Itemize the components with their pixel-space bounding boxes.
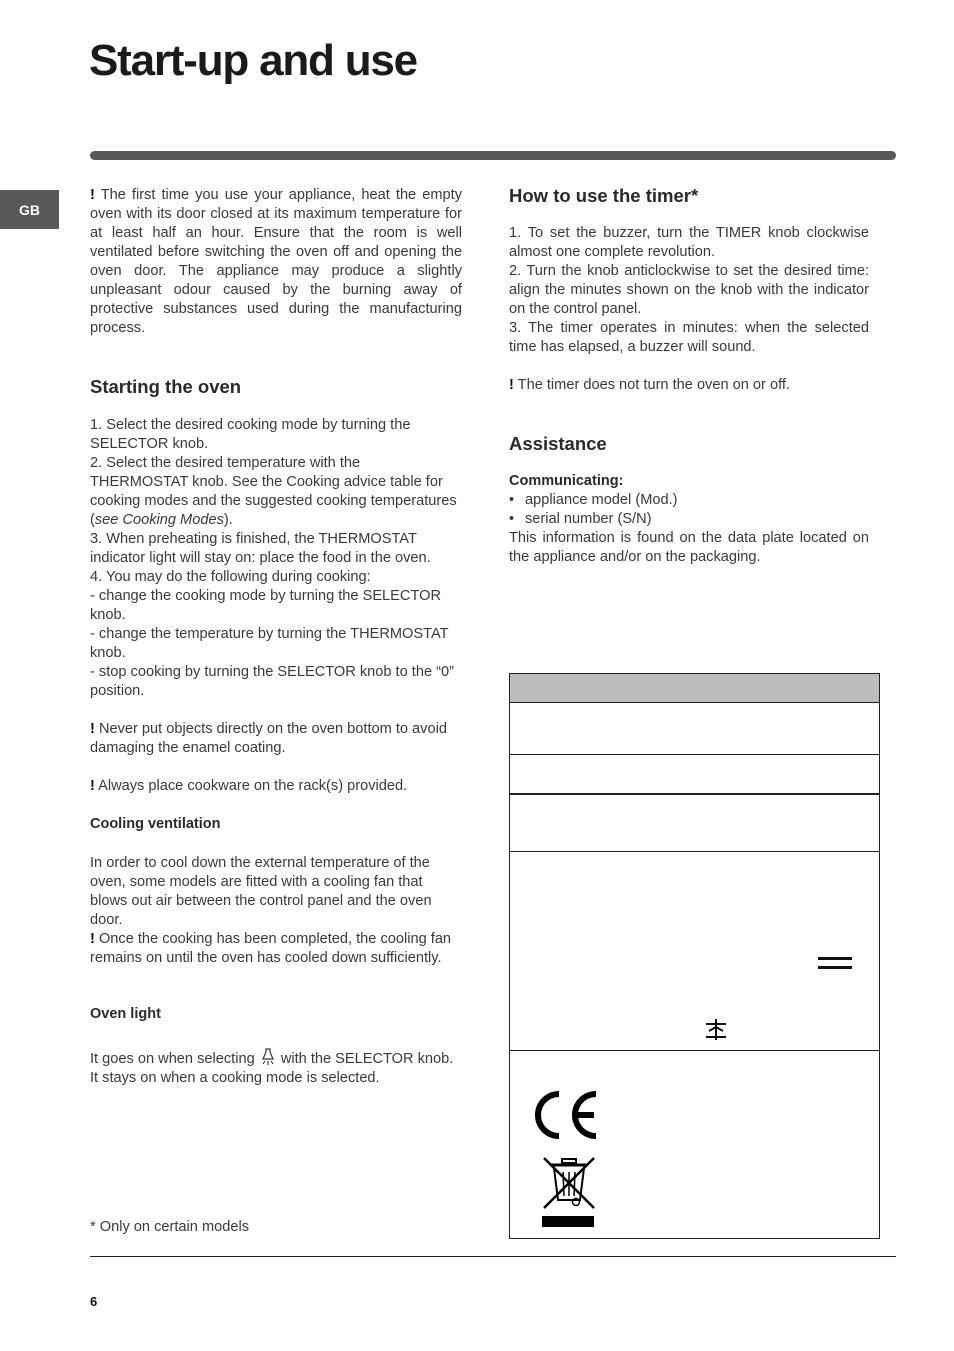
warning-enamel-text: Never put objects directly on the oven bottom to avoid damaging the enamel coating.	[90, 721, 447, 756]
warning-mark: !	[90, 931, 95, 947]
cooling-warning	[90, 930, 462, 968]
step-2	[90, 454, 462, 530]
communicating-label: Communicating:	[509, 473, 624, 489]
cooling-text: In order to cool down the external temperature of the oven, some models are fitted with a cooling fan that blows out air between the control panel and the oven door.	[90, 855, 432, 928]
lamp-icon	[261, 1048, 275, 1066]
step-2-reference: see Cooking Modes	[94, 512, 224, 528]
bottom-divider	[90, 1256, 896, 1257]
oven-light-heading: Oven light	[90, 1006, 161, 1022]
warning-mark: !	[509, 377, 514, 393]
fuse-symbol-icon	[705, 1019, 727, 1041]
oven-light-text-b: with the SELECTOR knob. It stays on when a cooking mode is selected.	[90, 1051, 454, 1086]
cooling-warning-text: Once the cooking has been completed, the cooling fan remains on until the oven has cooled down sufficiently.	[90, 931, 452, 966]
warning-enamel	[90, 720, 462, 758]
intro-paragraph	[90, 186, 462, 338]
timer-warning-text: The timer does not turn the oven on or off.	[517, 377, 790, 393]
table-header	[510, 674, 879, 703]
warning-mark: !	[90, 187, 95, 203]
table-row	[510, 702, 879, 755]
ce-mark-icon	[532, 1088, 600, 1142]
starting-oven-heading: Starting the oven	[90, 376, 242, 397]
step-3: 3. When preheating is finished, the THERMOSTAT indicator light will stay on: place the food in the oven.	[90, 531, 431, 566]
intro-text: The first time you use your appliance, heat the empty oven with its door closed at its maximum temperature for at least half an hour. Ensure that the room is well ventilated before switching the oven off and opening the oven door. The appliance may produce a slightly unpleasant odour caused by the burning away of protective substances used during the manufacturing process.	[90, 187, 462, 336]
step-2-text: 2. Select the desired temperature with the THERMOSTAT knob. See the Cooking advice table for cooking modes and the suggested cooking temperatures (	[90, 455, 457, 528]
table-row	[510, 851, 879, 1051]
cooling-ventilation-heading: Cooling ventilation	[90, 816, 221, 832]
step-2-close: ).	[223, 512, 233, 528]
data-plate-info: This information is found on the data plate located on the appliance and/or on the packaging.	[509, 530, 869, 565]
timer-heading: How to use the timer*	[509, 185, 699, 206]
oven-light-text	[90, 1048, 462, 1088]
oven-light-body	[90, 1048, 462, 1088]
warning-racks-text: Always place cookware on the rack(s) provided.	[98, 778, 408, 794]
cooling-ventilation-body	[90, 854, 462, 968]
timer-step-3: 3. The timer operates in minutes: when the selected time has elapsed, a buzzer will sound.	[509, 320, 869, 355]
page-number: 6	[90, 1294, 98, 1309]
warning-mark: !	[90, 721, 95, 737]
timer-body	[509, 224, 869, 395]
option-2: - change the temperature by turning the THERMOSTAT knob.	[90, 626, 449, 661]
table-row	[510, 795, 879, 852]
assistance-heading: Assistance	[509, 433, 607, 454]
step-1: 1. Select the desired cooking mode by turning the SELECTOR knob.	[90, 417, 411, 452]
assistance-body	[509, 472, 869, 567]
starting-oven-body	[90, 416, 462, 796]
timer-warning	[509, 376, 869, 395]
language-tab: GB	[0, 190, 59, 229]
warning-racks	[90, 777, 462, 796]
timer-step-2: 2. Turn the knob anticlockwise to set the desired time: align the minutes shown on the knob with the indicator on the control panel.	[509, 263, 869, 317]
warning-mark: !	[90, 778, 95, 794]
step-4: 4. You may do the following during cooking:	[90, 569, 371, 585]
equals-symbol-icon	[818, 955, 854, 971]
option-3: - stop cooking by turning the SELECTOR knob to the “0” position.	[90, 664, 454, 699]
footnote: * Only on certain models	[90, 1219, 249, 1235]
oven-light-text-a: It goes on when selecting	[90, 1051, 255, 1067]
top-divider	[90, 151, 896, 160]
table-row	[510, 754, 879, 795]
weee-bin-icon	[542, 1156, 596, 1228]
timer-step-1: 1. To set the buzzer, turn the TIMER knob clockwise almost one complete revolution.	[509, 225, 869, 260]
left-column	[90, 186, 462, 338]
bullet-serial: • serial number (S/N)	[509, 510, 869, 529]
option-1: - change the cooking mode by turning the SELECTOR knob.	[90, 588, 441, 623]
data-plate-table	[509, 673, 880, 1239]
bullet-model: • appliance model (Mod.)	[509, 491, 869, 510]
page-title: Start-up and use	[89, 36, 417, 85]
table-row	[510, 1050, 879, 1238]
